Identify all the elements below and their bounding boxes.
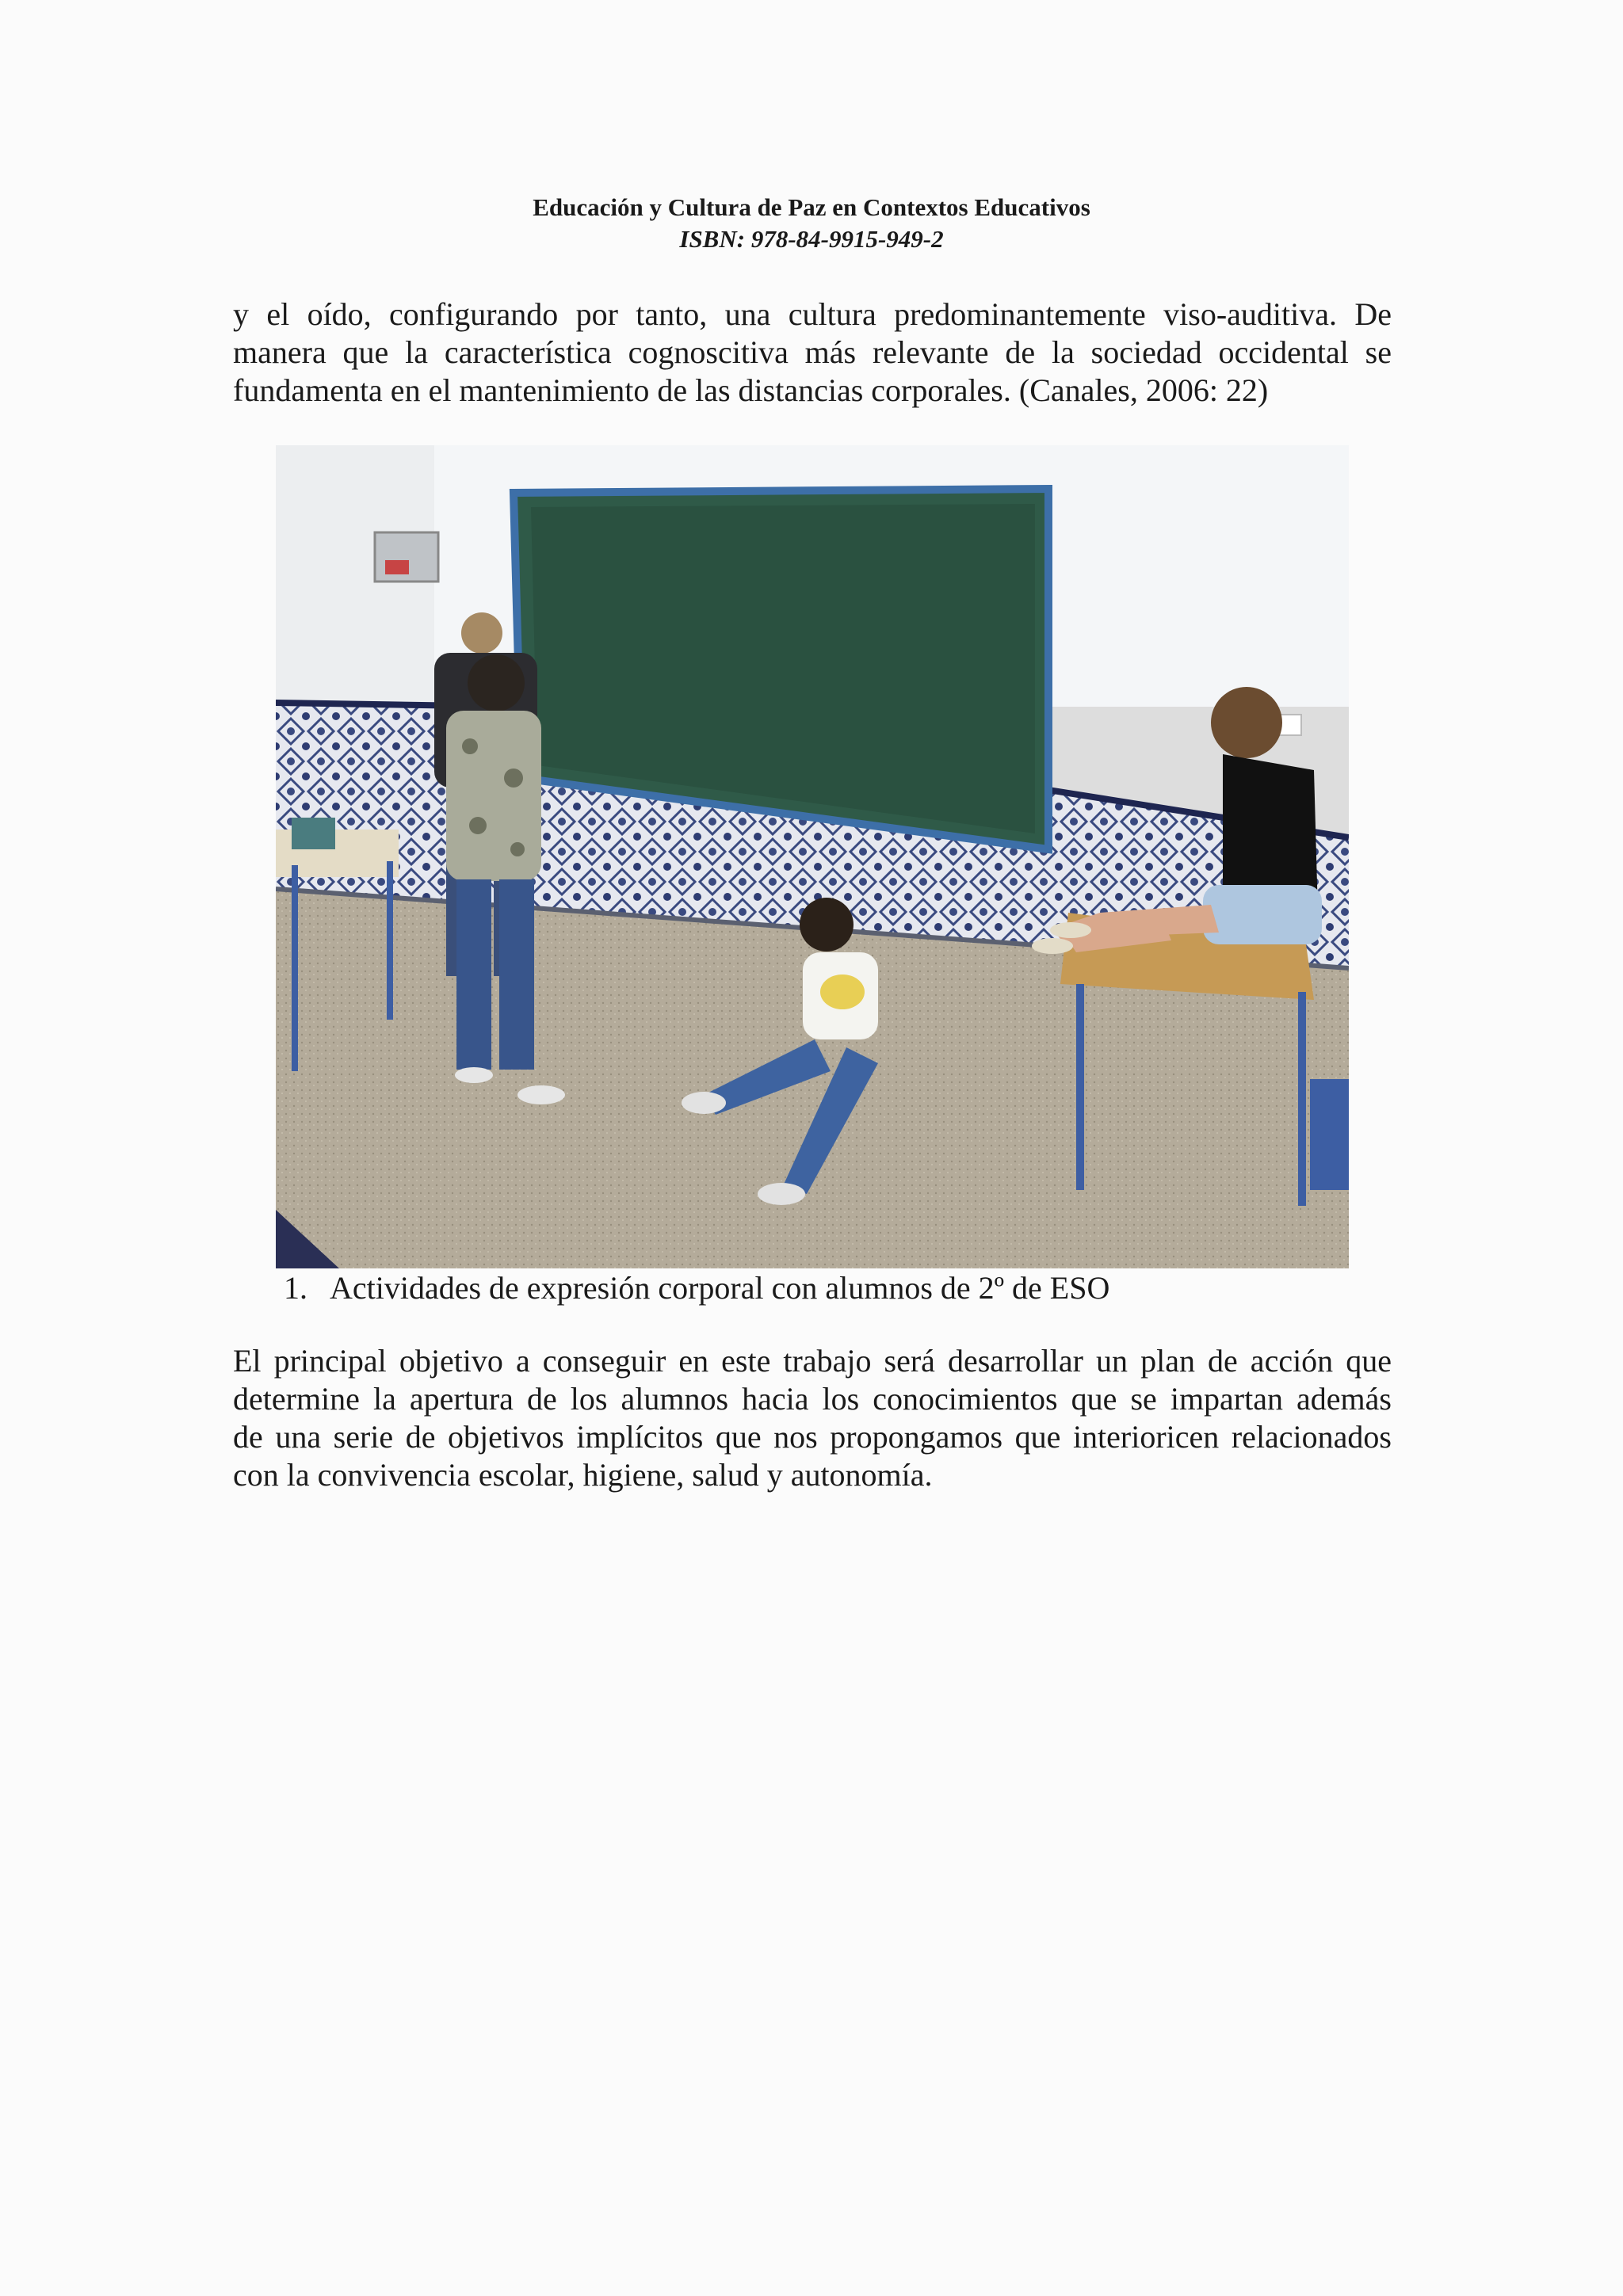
paragraph-line: con la convivencia escolar, higiene, salud y autonomía. [233, 1457, 933, 1493]
page-header [0, 192, 1623, 255]
paragraph-line: de una serie de objetivos implícitos que nos propongamos que interioricen relacionados [233, 1419, 1392, 1455]
paragraph-line: manera que la característica cognoscitiva más relevante de la sociedad occidental se [233, 334, 1392, 370]
paragraph-line: El principal objetivo a conseguir en este trabajo será desarrollar un plan de acción que [233, 1343, 1392, 1379]
paragraph-line: fundamenta en el mantenimiento de las distancias corporales. (Canales, 2006: 22) [233, 372, 1269, 408]
paragraph-objective [233, 1342, 1392, 1494]
caption-text: Actividades de expresión corporal con alumnos de 2º de ESO [330, 1270, 1110, 1306]
figure-caption [284, 1269, 1109, 1307]
paragraph-line: y el oído, configurando por tanto, una cultura predominantemente viso-auditiva. De [233, 296, 1392, 332]
classroom-photo [276, 445, 1349, 1268]
paragraph-line: determine la apertura de los alumnos hacia los conocimientos que se impartan además [233, 1381, 1392, 1417]
caption-number: 1. [284, 1270, 307, 1306]
paragraph-intro [233, 296, 1392, 410]
book-title: Educación y Cultura de Paz en Contextos Educativos [533, 193, 1090, 221]
isbn: ISBN: 978-84-9915-949-2 [679, 225, 944, 253]
